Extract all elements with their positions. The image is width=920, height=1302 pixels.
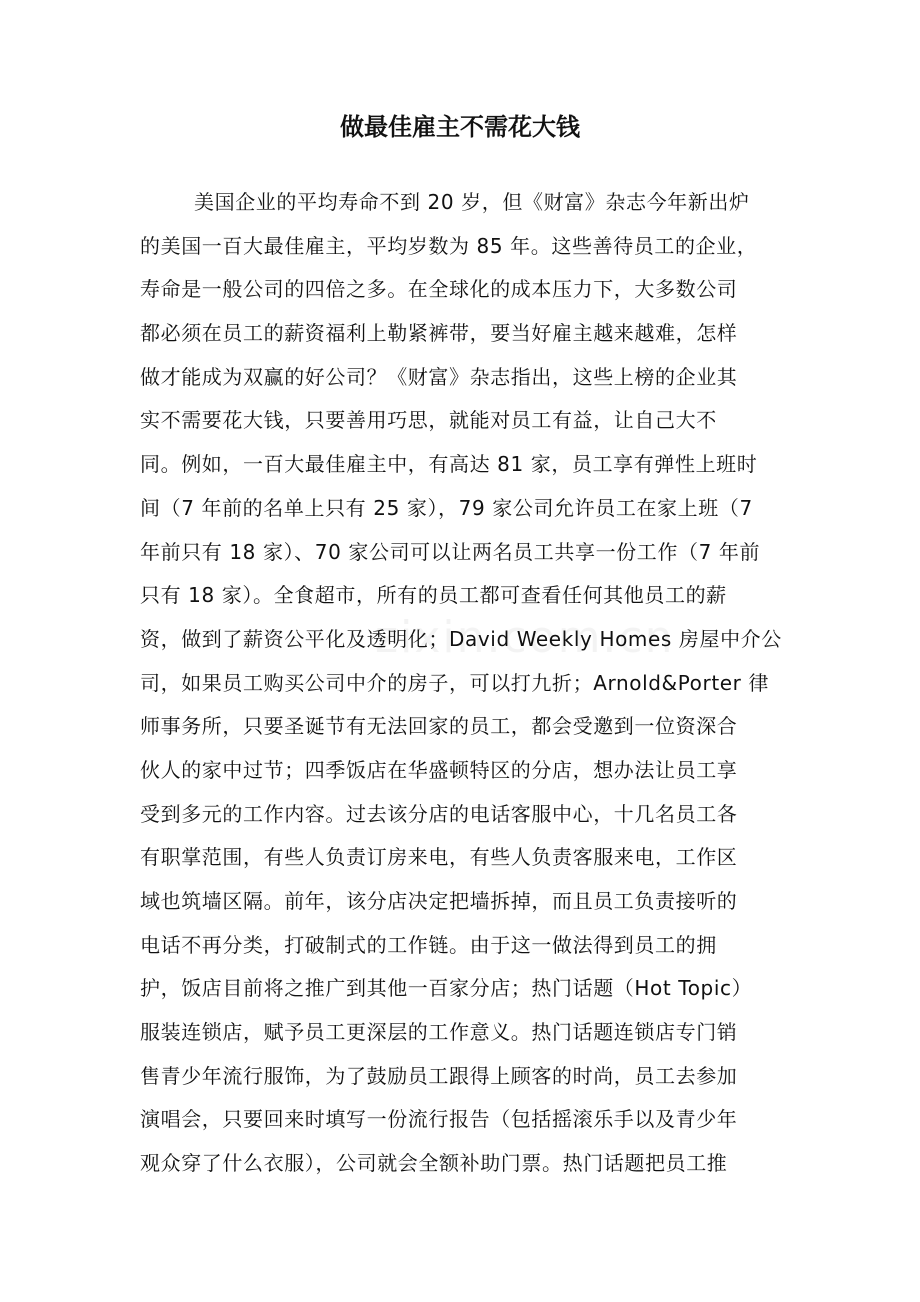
text-line: 只有 18 家）。全食超市，所有的员工都可查看任何其他员工的薪 xyxy=(140,583,727,608)
text-line: 寿命是一般公司的四倍之多。在全球化的成本压力下，大多数公司 xyxy=(140,277,738,302)
text-line: 师事务所，只要圣诞节有无法回家的员工，都会受邀到一位资深合 xyxy=(140,714,738,739)
text-line: 售青少年流行服饰，为了鼓励员工跟得上顾客的时尚，员工去参加 xyxy=(140,1063,738,1088)
text-line: 美国企业的平均寿命不到 20 岁，但《财富》杂志今年新出炉 xyxy=(194,190,750,214)
text-line: 资，做到了薪资公平化及透明化；David Weekly Homes 房屋中介公 xyxy=(140,626,782,651)
text-line: 电话不再分类，打破制式的工作链。由于这一做法得到员工的拥 xyxy=(140,932,717,957)
text-line: 受到多元的工作内容。过去该分店的电话客服中心，十几名员工各 xyxy=(140,801,738,826)
text-line: 演唱会，只要回来时填写一份流行报告（包括摇滚乐手以及青少年 xyxy=(140,1107,738,1132)
text-line: 域也筑墙区隔。前年，该分店决定把墙拆掉，而且员工负责接听的 xyxy=(140,889,738,913)
body-paragraph xyxy=(140,181,782,1186)
text-line: 同。例如，一百大最佳雇主中，有高达 81 家，员工享有弹性上班时 xyxy=(140,452,758,477)
text-line: 做才能成为双赢的好公司？《财富》杂志指出，这些上榜的企业其 xyxy=(140,364,738,389)
text-line: 间（7 年前的名单上只有 25 家），79 家公司允许员工在家上班（7 xyxy=(140,495,753,520)
text-line: 年前只有 18 家）、70 家公司可以让两名员工共享一份工作（7 年前 xyxy=(140,539,761,564)
text-line: 都必须在员工的薪资福利上勒紧裤带，要当好雇主越来越难，怎样 xyxy=(140,321,738,346)
text-line: 观众穿了什么衣服），公司就会全额补助门票。热门话题把员工推 xyxy=(140,1151,728,1176)
text-line: 伙人的家中过节；四季饭店在华盛顿特区的分店，想办法让员工享 xyxy=(140,757,738,782)
text-line: 护，饭店目前将之推广到其他一百家分店；热门话题（Hot Topic） xyxy=(140,976,753,1001)
document-title: 做最佳雇主不需花大钱 xyxy=(340,113,580,141)
text-line: 的美国一百大最佳雇主，平均岁数为 85 年。这些善待员工的企业， xyxy=(140,233,758,258)
text-line: 司，如果员工购买公司中介的房子，可以打九折；Arnold&Porter 律 xyxy=(140,670,770,695)
text-line: 实不需要花大钱，只要善用巧思，就能对员工有益，让自己大不 xyxy=(140,408,717,433)
text-line: 服装连锁店，赋予员工更深层的工作意义。热门话题连锁店专门销 xyxy=(140,1020,738,1045)
text-line: 有职掌范围，有些人负责订房来电，有些人负责客服来电，工作区 xyxy=(140,845,738,870)
